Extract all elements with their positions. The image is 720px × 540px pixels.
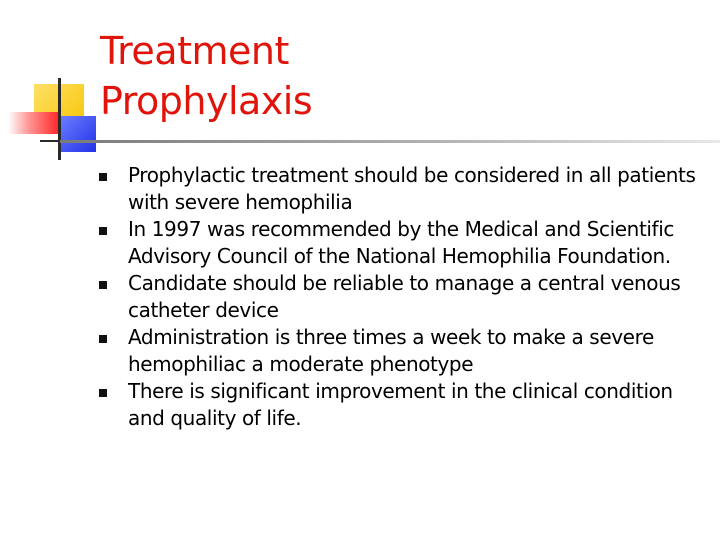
bullet-text: Candidate should be reliable to manage a central venous catheter device xyxy=(128,271,681,322)
slide-title-line-2: Prophylaxis xyxy=(100,79,313,123)
logo-red-bar xyxy=(8,112,58,134)
bullet-square-icon xyxy=(99,281,107,289)
bullet-text: Administration is three times a week to make a severe hemophiliac a moderate phenotype xyxy=(128,325,654,376)
bullet-text: There is significant improvement in the clinical condition and quality of life. xyxy=(128,379,673,430)
slide-title xyxy=(100,26,312,126)
bullet-item xyxy=(96,216,706,270)
bullet-item xyxy=(96,324,706,378)
bullet-text: In 1997 was recommended by the Medical and Scientific Advisory Council of the National Hemophilia Foundation. xyxy=(128,217,674,268)
slide-title-line-1: Treatment xyxy=(100,29,289,73)
bullet-item xyxy=(96,270,706,324)
bullet-item xyxy=(96,162,706,216)
logo-blue-square xyxy=(60,116,96,152)
bullet-text: Prophylactic treatment should be considered in all patients with severe hemophilia xyxy=(128,163,696,214)
logo-vertical-line xyxy=(58,78,61,160)
bullet-item xyxy=(96,378,706,432)
title-underline xyxy=(60,140,720,143)
bullet-square-icon xyxy=(99,389,107,397)
bullet-square-icon xyxy=(99,335,107,343)
bullet-square-icon xyxy=(99,173,107,181)
bullet-square-icon xyxy=(99,227,107,235)
bullet-list xyxy=(96,162,706,432)
